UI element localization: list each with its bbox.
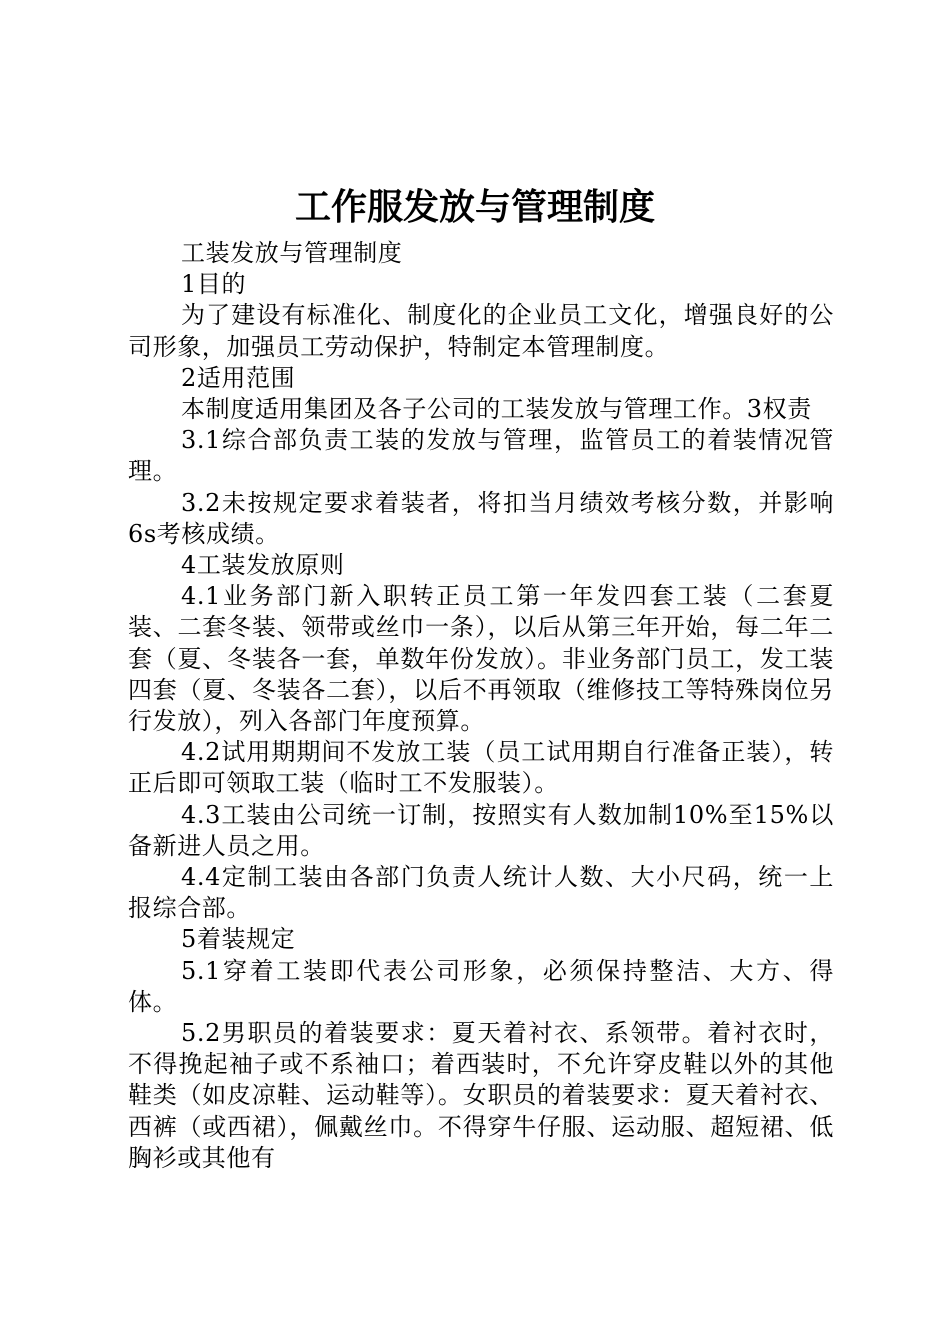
- paragraph: 5.1穿着工装即代表公司形象，必须保持整洁、大方、得体。: [128, 956, 834, 1016]
- paragraph: 3.2未按规定要求着装者，将扣当月绩效考核分数，并影响6s考核成绩。: [128, 488, 834, 548]
- paragraph: 本制度适用集团及各子公司的工装发放与管理工作。3权责: [181, 395, 812, 424]
- paragraph: 1目的: [181, 270, 247, 299]
- paragraph: 4.2试用期期间不发放工装（员工试用期自行准备正装），转正后即可领取工装（临时工不发服装）。: [128, 738, 834, 798]
- document-title: 工作服发放与管理制度: [294, 186, 655, 228]
- paragraph: 4工装发放原则: [181, 551, 345, 580]
- paragraph: 工装发放与管理制度: [181, 239, 403, 267]
- document-body: [128, 238, 834, 1174]
- paragraph: 5.2男职员的着装要求：夏天着衬衣、系领带。着衬衣时，不得挽起袖子或不系袖口；着西装时，不允许穿皮鞋以外的其他鞋类（如皮凉鞋、运动鞋等）。女职员的着装要求：夏天着衬衣、西裤（或西裙），佩戴丝巾。不得穿牛仔服、运动服、超短裙、低胸衫或其他有: [128, 1019, 834, 1172]
- paragraph: 4.4定制工装由各部门负责人统计人数、大小尺码，统一上报综合部。: [128, 863, 834, 923]
- paragraph: 4.1业务部门新入职转正员工第一年发四套工装（二套夏装、二套冬装、领带或丝巾一条），以后从第三年开始，每二年二套（夏、冬装各一套，单数年份发放）。非业务部门员工，发工装四套（夏、冬装各二套），以后不再领取（维修技工等特殊岗位另行发放），列入各部门年度预算。: [128, 582, 834, 736]
- paragraph: 2适用范围: [181, 363, 296, 392]
- paragraph: 4.3工装由公司统一订制，按照实有人数加制10%至15%以备新进人员之用。: [128, 800, 834, 860]
- paragraph: 3.1综合部负责工装的发放与管理，监管员工的着装情况管理。: [128, 426, 834, 486]
- paragraph: 5着装规定: [181, 925, 296, 954]
- paragraph: 为了建设有标准化、制度化的企业员工文化，增强良好的公司形象，加强员工劳动保护，特制定本管理制度。: [128, 301, 834, 361]
